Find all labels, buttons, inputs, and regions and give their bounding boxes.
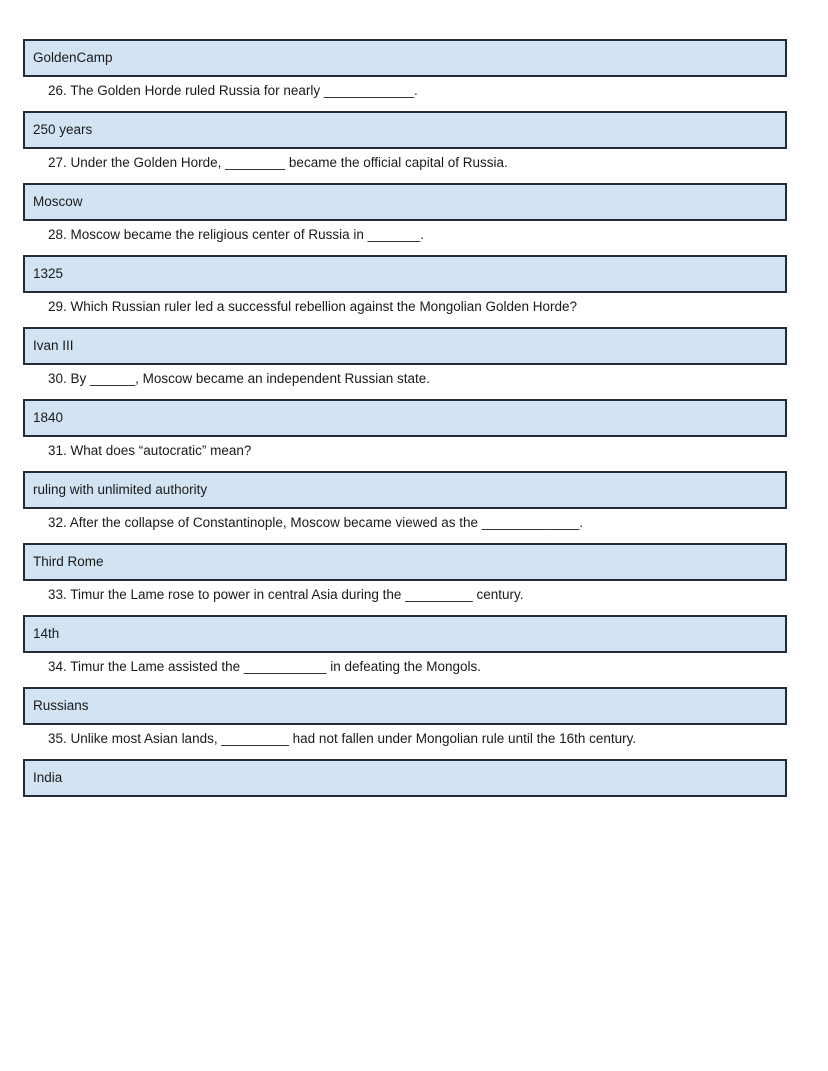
answer-field-26[interactable]: 250 years bbox=[23, 111, 787, 149]
answer-field-34[interactable]: Russians bbox=[23, 687, 787, 725]
answer-field-32[interactable]: Third Rome bbox=[23, 543, 787, 581]
question-35: 35. Unlike most Asian lands, _________ had not fallen under Mongolian rule until the 16th century. bbox=[48, 731, 637, 746]
question-27: 27. Under the Golden Horde, ________ became the official capital of Russia. bbox=[48, 155, 508, 170]
question-28: 28. Moscow became the religious center of Russia in _______. bbox=[48, 227, 424, 242]
answer-field-33[interactable]: 14th bbox=[23, 615, 787, 653]
answer-field-25[interactable]: GoldenCamp bbox=[23, 39, 787, 77]
answer-field-31[interactable]: ruling with unlimited authority bbox=[23, 471, 787, 509]
answer-field-30[interactable]: 1840 bbox=[23, 399, 787, 437]
question-34: 34. Timur the Lame assisted the ___________ in defeating the Mongols. bbox=[48, 659, 482, 674]
question-26: 26. The Golden Horde ruled Russia for nearly ____________. bbox=[48, 83, 418, 98]
question-30: 30. By ______, Moscow became an independent Russian state. bbox=[48, 371, 430, 386]
question-31: 31. What does “autocratic” mean? bbox=[48, 443, 252, 458]
question-32: 32. After the collapse of Constantinople, Moscow became viewed as the _____________. bbox=[48, 515, 584, 530]
question-29: 29. Which Russian ruler led a successful rebellion against the Mongolian Golden Horde? bbox=[48, 299, 578, 314]
answer-field-28[interactable]: 1325 bbox=[23, 255, 787, 293]
question-33: 33. Timur the Lame rose to power in central Asia during the _________ century. bbox=[48, 587, 524, 602]
answer-field-29[interactable]: Ivan III bbox=[23, 327, 787, 365]
answer-field-27[interactable]: Moscow bbox=[23, 183, 787, 221]
answer-field-35[interactable]: India bbox=[23, 759, 787, 797]
